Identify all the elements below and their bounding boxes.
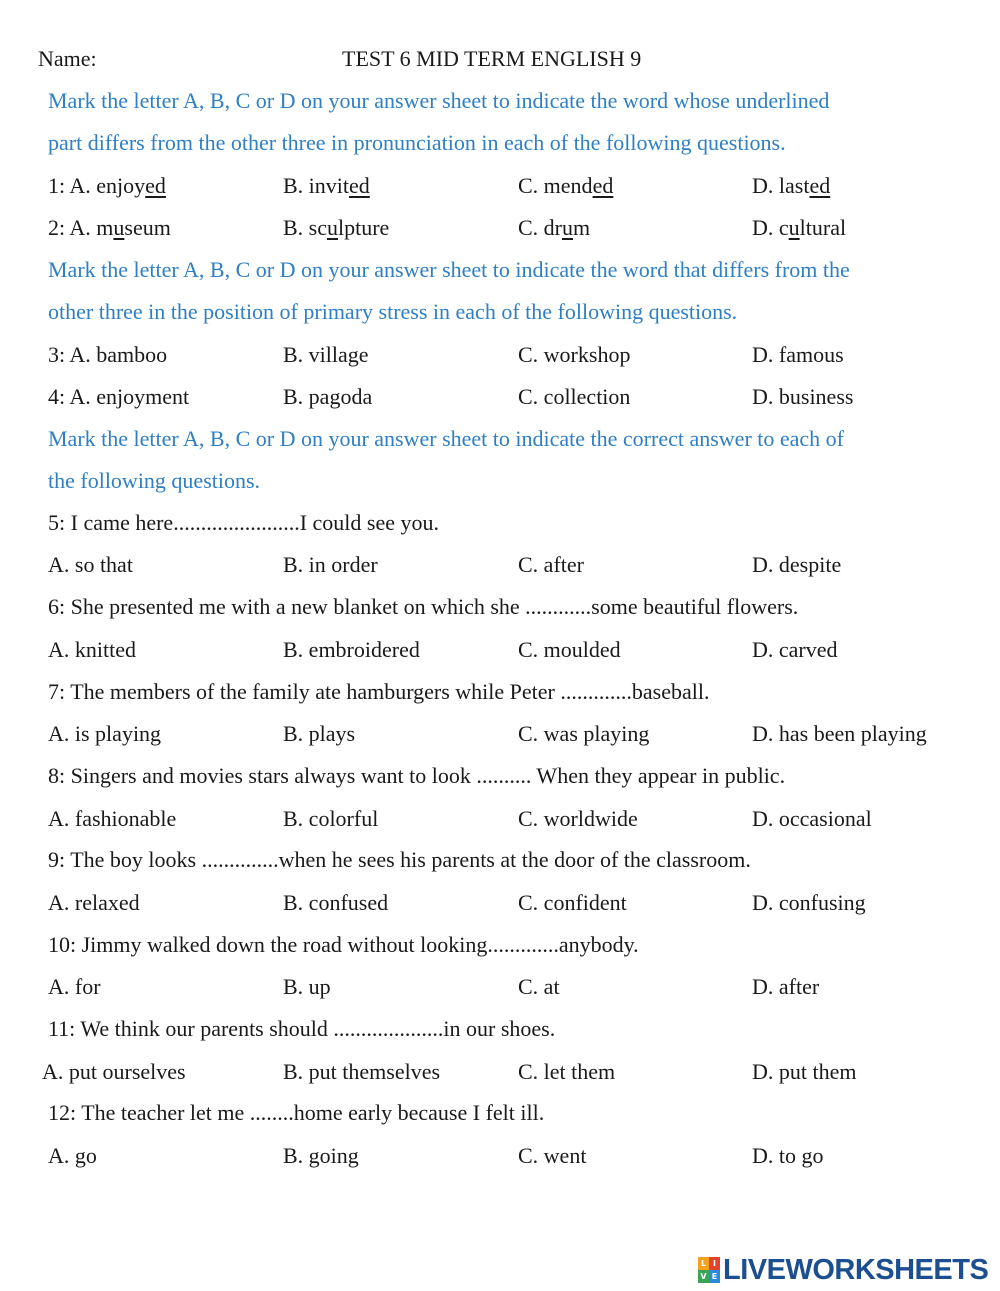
logo-icon-tile: I — [709, 1257, 720, 1270]
q8-option-b[interactable]: B. colorful — [283, 806, 379, 831]
q2-option-a[interactable]: 2: A. museum — [48, 215, 171, 240]
q3-option-c[interactable]: C. workshop — [518, 342, 631, 367]
q9-option-a[interactable]: A. relaxed — [48, 890, 140, 915]
q6-option-c[interactable]: C. moulded — [518, 637, 621, 662]
q10-stem: 10: Jimmy walked down the road without looking.............anybody. — [48, 932, 639, 957]
q12-option-d[interactable]: D. to go — [752, 1143, 824, 1168]
q10-option-c[interactable]: C. at — [518, 974, 560, 999]
q3-option-b[interactable]: B. village — [283, 342, 369, 367]
q11-stem: 11: We think our parents should ....................in our shoes. — [48, 1016, 556, 1041]
q7-option-b[interactable]: B. plays — [283, 721, 356, 746]
logo-icon-tile: V — [698, 1270, 709, 1283]
q4-option-d[interactable]: D. business — [752, 384, 854, 409]
q5-option-a[interactable]: A. so that — [48, 552, 133, 577]
q5-stem: 5: I came here.......................I could see you. — [48, 510, 439, 535]
q4-option-c[interactable]: C. collection — [518, 384, 631, 409]
q7-stem: 7: The members of the family ate hamburgers while Peter .............baseball. — [48, 679, 710, 704]
q10-option-d[interactable]: D. after — [752, 974, 820, 999]
q9-option-b[interactable]: B. confused — [283, 890, 389, 915]
q8-option-c[interactable]: C. worldwide — [518, 806, 638, 831]
logo-icon-tile: E — [709, 1270, 720, 1283]
q9-stem: 9: The boy looks ..............when he sees his parents at the door of the classroom. — [48, 847, 751, 872]
instruction-correct-line-2: the following questions. — [48, 468, 261, 493]
q5-option-b[interactable]: B. in order — [283, 552, 378, 577]
q12-stem: 12: The teacher let me ........home early because I felt ill. — [48, 1100, 545, 1125]
q10-option-b[interactable]: B. up — [283, 974, 331, 999]
q5-option-c[interactable]: C. after — [518, 552, 584, 577]
q2-option-c[interactable]: C. drum — [518, 215, 591, 240]
q6-option-b[interactable]: B. embroidered — [283, 637, 420, 662]
instruction-pronunciation-line-1: Mark the letter A, B, C or D on your answer sheet to indicate the word whose underlined — [48, 88, 830, 113]
name-label: Name: — [38, 46, 97, 71]
q4-option-b[interactable]: B. pagoda — [283, 384, 373, 409]
q12-option-b[interactable]: B. going — [283, 1143, 359, 1168]
q6-stem: 6: She presented me with a new blanket on which she ............some beautiful flowers. — [48, 594, 799, 619]
page-title: TEST 6 MID TERM ENGLISH 9 — [342, 46, 642, 71]
q9-option-d[interactable]: D. confusing — [752, 890, 866, 915]
q11-option-a[interactable]: A. put ourselves — [42, 1059, 186, 1084]
q8-option-d[interactable]: D. occasional — [752, 806, 872, 831]
instruction-pronunciation-line-2: part differs from the other three in pronunciation in each of the following questions. — [48, 130, 786, 155]
q11-option-d[interactable]: D. put them — [752, 1059, 857, 1084]
q1-option-c[interactable]: C. mended — [518, 173, 614, 198]
q3-option-a[interactable]: 3: A. bamboo — [48, 342, 168, 367]
q11-option-b[interactable]: B. put themselves — [283, 1059, 441, 1084]
q1-option-b[interactable]: B. invited — [283, 173, 370, 198]
q7-option-a[interactable]: A. is playing — [48, 721, 162, 746]
q10-option-a[interactable]: A. for — [48, 974, 101, 999]
q7-option-c[interactable]: C. was playing — [518, 721, 650, 746]
q8-option-a[interactable]: A. fashionable — [48, 806, 177, 831]
q11-option-c[interactable]: C. let them — [518, 1059, 616, 1084]
q3-option-d[interactable]: D. famous — [752, 342, 844, 367]
q7-option-d[interactable]: D. has been playing — [752, 721, 927, 746]
q5-option-d[interactable]: D. despite — [752, 552, 842, 577]
q6-option-a[interactable]: A. knitted — [48, 637, 136, 662]
q9-option-c[interactable]: C. confident — [518, 890, 627, 915]
logo-icon-tile: L — [698, 1257, 709, 1270]
q2-option-b[interactable]: B. sculpture — [283, 215, 390, 240]
liveworksheets-logo — [698, 1255, 988, 1285]
q1-option-d[interactable]: D. lasted — [752, 173, 831, 198]
q6-option-d[interactable]: D. carved — [752, 637, 838, 662]
instruction-stress-line-1: Mark the letter A, B, C or D on your answer sheet to indicate the word that differs from the — [48, 257, 850, 282]
q12-option-a[interactable]: A. go — [48, 1143, 97, 1168]
q12-option-c[interactable]: C. went — [518, 1143, 587, 1168]
q1-option-a[interactable]: 1: A. enjoyed — [48, 173, 166, 198]
q8-stem: 8: Singers and movies stars always want to look .......... When they appear in public. — [48, 763, 786, 788]
instruction-stress-line-2: other three in the position of primary stress in each of the following questions. — [48, 299, 738, 324]
liveworksheets-brand-text: LIVEWORKSHEETS — [723, 1253, 989, 1286]
instruction-correct-line-1: Mark the letter A, B, C or D on your answer sheet to indicate the correct answer to each of — [48, 426, 845, 451]
q2-option-d[interactable]: D. cultural — [752, 215, 847, 240]
q4-option-a[interactable]: 4: A. enjoyment — [48, 384, 190, 409]
liveworksheets-logo-icon — [698, 1257, 720, 1283]
